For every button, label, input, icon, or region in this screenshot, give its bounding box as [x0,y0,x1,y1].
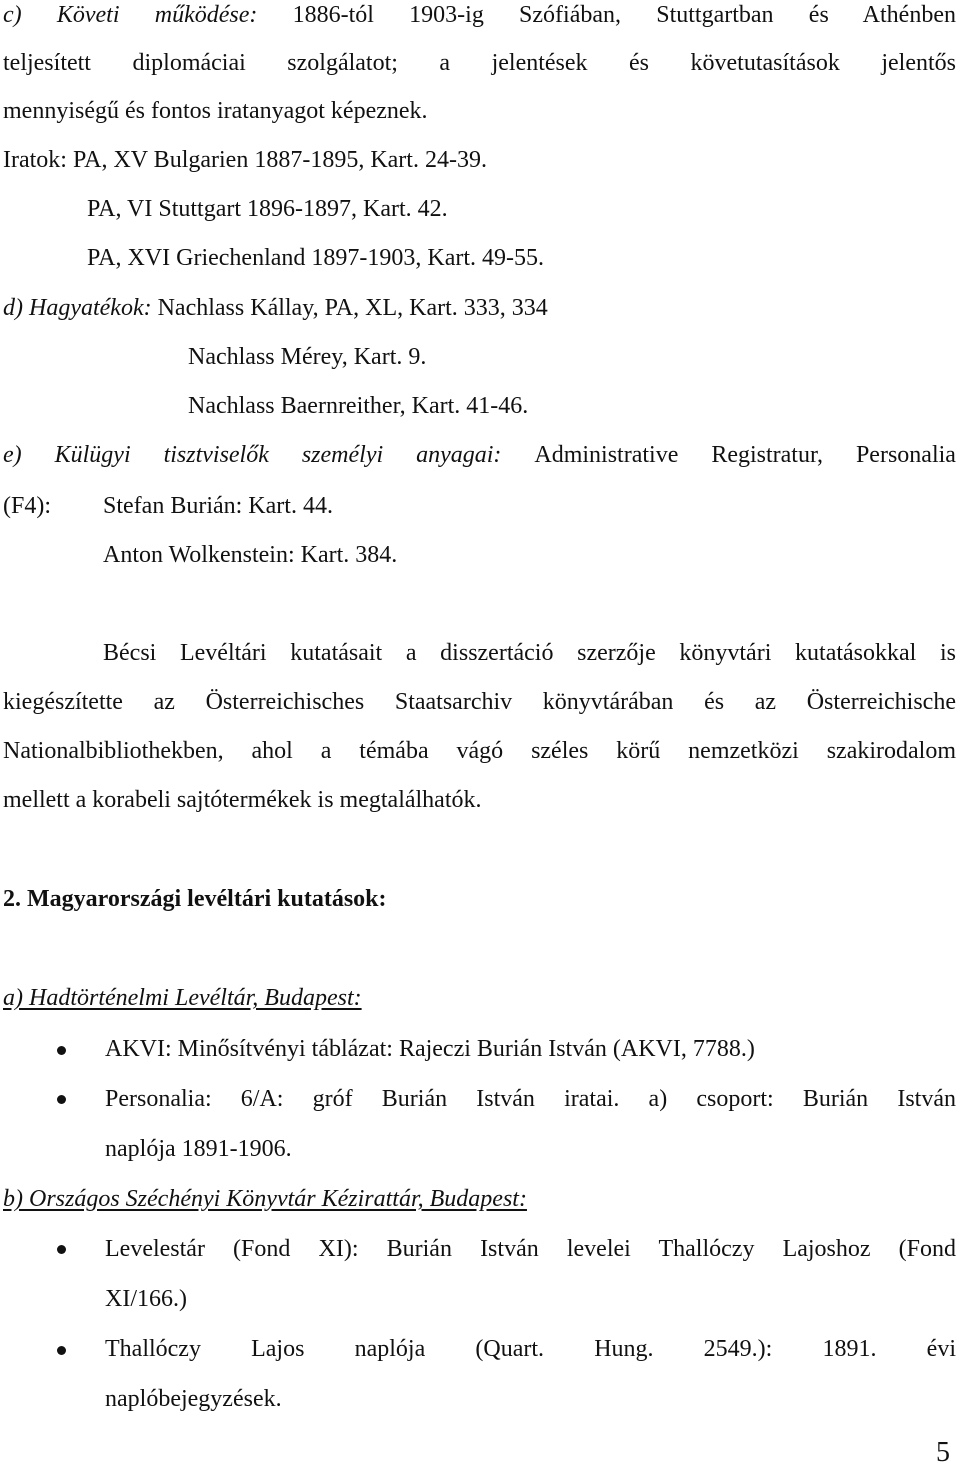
section-d-item-2: Nachlass Mérey, Kart. 9. [188,344,427,370]
iratok-line-2: PA, VI Stuttgart 1896-1897, Kart. 42. [87,196,448,222]
paragraph-line-1: Bécsi Levéltári kutatásait a disszertáció szerzője könyvtári kutatásokkal is [103,640,956,666]
section-heading: 2. Magyarországi levéltári kutatások: [3,886,387,912]
section-a-bullet-2-line-2: naplója 1891-1906. [105,1136,292,1162]
section-e-word: személyi [301,442,384,468]
section-d-item-3: Nachlass Baernreither, Kart. 41-46. [188,393,529,419]
section-c-label: c) Követi működése: [3,2,258,28]
section-c-line-2: teljesített diplomáciai szolgálatot; a jelentések és követutasítások jelentős [3,50,956,76]
section-d-item-1: Nachlass Kállay, PA, XL, Kart. 333, 334 [151,295,548,321]
section-e-word: anyagai: [416,442,502,468]
section-e-word: e) [3,442,22,468]
section-e-word: Administrative [534,442,679,468]
section-e-word: tisztviselők [163,442,269,468]
bullet-icon [57,1346,66,1355]
section-e-line-1 [3,440,956,470]
section-e-person-2: Anton Wolkenstein: Kart. 384. [103,542,398,568]
section-e-f4: (F4): [3,493,51,519]
paragraph-line-2: kiegészítette az Österreichisches Staatsarchiv könyvtárában és az Österreichische [3,689,956,715]
section-c-line-1 [3,0,956,30]
section-e-person-1: Stefan Burián: Kart. 44. [103,493,333,519]
bullet-icon [57,1046,66,1055]
iratok-line-3: PA, XVI Griechenland 1897-1903, Kart. 49-55. [87,245,545,271]
section-b-bullet-2-line-1: Thallóczy Lajos naplója (Quart. Hung. 2549.): 1891. évi [105,1336,956,1362]
section-a-bullet-1: AKVI: Minősítvényi táblázat: Rajeczi Burián István (AKVI, 7788.) [105,1036,755,1062]
bullet-icon [57,1095,66,1104]
section-e-word: Personalia [855,442,956,468]
iratok-line-1: Iratok: PA, XV Bulgarien 1887-1895, Kart. 24-39. [3,147,487,173]
section-a-bullet-2-line-1: Personalia: 6/A: gróf Burián István iratai. a) csoport: Burián István [105,1086,956,1112]
page-number: 5 [936,1437,950,1468]
section-b-bullet-1-line-1: Levelestár (Fond XI): Burián István levelei Thallóczy Lajoshoz (Fond [105,1236,956,1262]
section-b-label: b) Országos Széchényi Könyvtár Kézirattár, Budapest: [3,1186,527,1212]
section-e-word: Külügyi [54,442,131,468]
section-d-line-1 [3,293,548,323]
section-d-label: d) Hagyatékok: [3,295,152,321]
section-b-bullet-2-line-2: naplóbejegyzések. [105,1386,282,1412]
section-b-bullet-1-line-2: XI/166.) [105,1286,187,1312]
section-c-line-3: mennyiségű és fontos iratanyagot képeznek. [3,98,428,124]
paragraph-line-3: Nationalbibliothekben, ahol a témába vágó széles körű nemzetközi szakirodalom [3,738,956,764]
section-e-word: Registratur, [711,442,823,468]
section-c-line-1-text: 1886-tól 1903-ig Szófiában, Stuttgartban és Athénben [257,2,956,28]
bullet-icon [57,1245,66,1254]
section-a-label: a) Hadtörténelmi Levéltár, Budapest: [3,985,362,1011]
paragraph-line-4: mellett a korabeli sajtótermékek is megtalálhatók. [3,787,482,813]
